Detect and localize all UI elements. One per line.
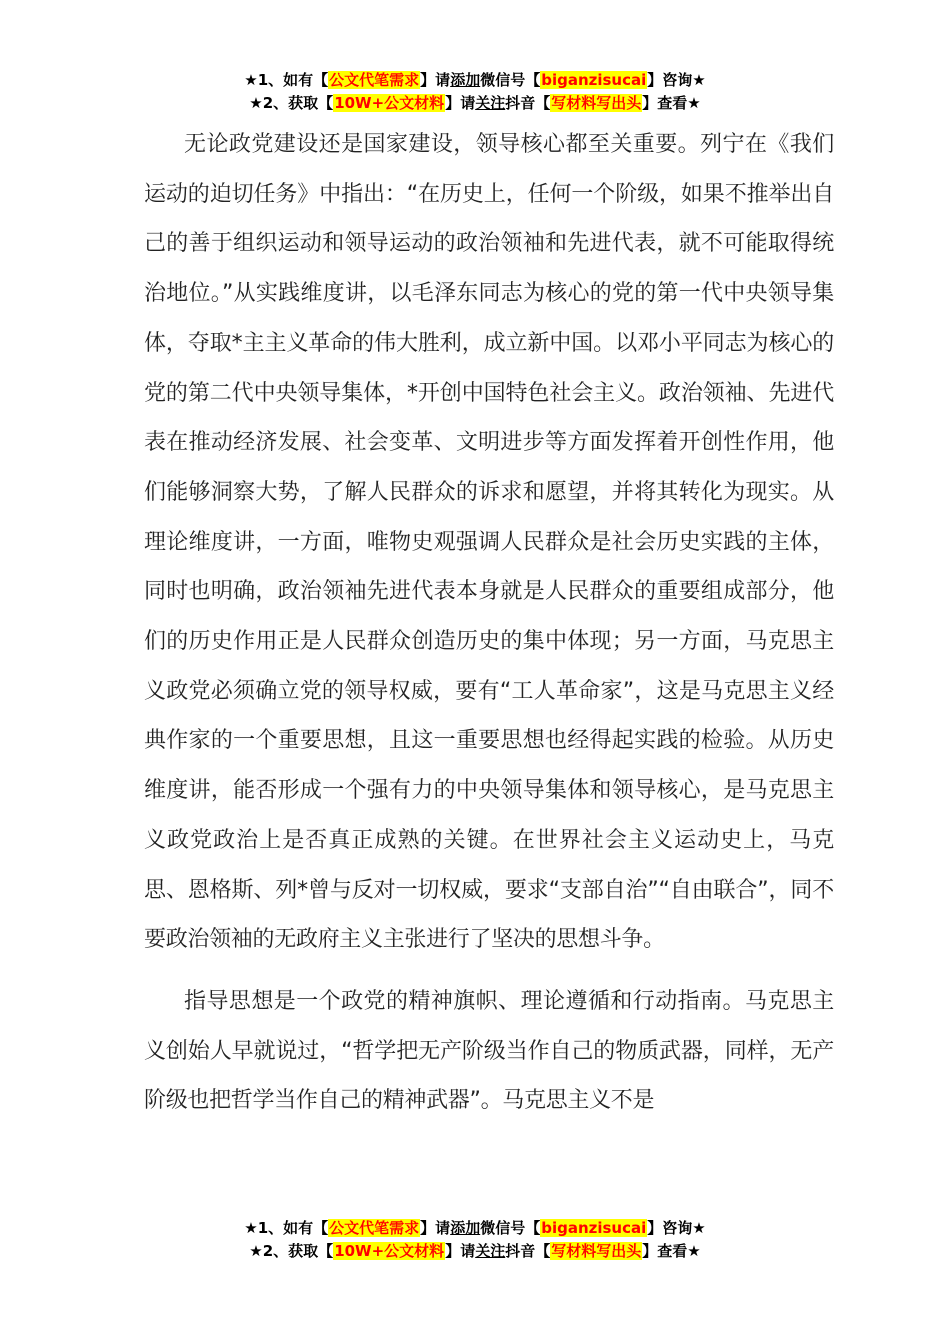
banner-text: 微信号【 <box>480 1219 541 1237</box>
underlined-text: 关注 <box>475 94 506 112</box>
document-body <box>144 120 834 1126</box>
banner-line-1 <box>0 69 950 92</box>
douyin-account: 写材料写出头 <box>551 94 642 112</box>
header-banner <box>0 69 950 115</box>
banner-text: ★1、如有【 <box>244 1219 329 1237</box>
banner-text: 】查看★ <box>642 94 701 112</box>
banner-text: 】请 <box>420 71 451 89</box>
banner-text: 】咨询★ <box>647 71 706 89</box>
underlined-text: 关注 <box>475 1242 506 1260</box>
douyin-account: 写材料写出头 <box>551 1242 642 1260</box>
paragraph: 指导思想是一个政党的精神旗帜、理论遵循和行动指南。马克思主义创始人早就说过，“哲学把无产阶级当作自己的物质武器，同样，无产阶级也把哲学当作自己的精神武器”。马克思主义不是 <box>144 988 834 1114</box>
banner-text: ★2、获取【 <box>249 94 334 112</box>
underlined-text: 添加 <box>450 71 481 89</box>
banner-text: 微信号【 <box>480 71 541 89</box>
banner-text: ★1、如有【 <box>244 71 329 89</box>
paragraph: 无论政党建设还是国家建设，领导核心都至关重要。列宁在《我们运动的迫切任务》中指出：“在历史上，任何一个阶级，如果不推举出自己的善于组织运动和领导运动的政治领袖和先进代表，就不可能取得统治地位。”从实践维度讲，以毛泽东同志为核心的党的第一代中央领导集体，夺取*主主义革命的伟大胜利，成立新中国。以邓小平同志为核心的党的第二代中央领导集体，*开创中国特色社会主义。政治领袖、先进代表在推动经济发展、社会变革、文明进步等方面发挥着开创性作用，他们能够洞察大势，了解人民群众的诉求和愿望，并将其转化为现实。从理论维度讲，一方面，唯物史观强调人民群众是社会历史实践的主体，同时也明确，政治领袖先进代表本身就是人民群众的重要组成部分，他们的历史作用正是人民群众创造历史的集中体现；另一方面，马克思主义政党必须确立党的领导权威，要有“工人革命家”，这是马克思主义经典作家的一个重要思想，且这一重要思想也经得起实践的检验。从历史维度讲，能否形成一个强有力的中央领导集体和领导核心，是马克思主义政党政治上是否真正成熟的关键。在世界社会主义运动史上，马克思、恩格斯、列*曾与反对一切权威，要求“支部自治”“自由联合”，同不要政治领袖的无政府主义主张进行了坚决的思想斗争。 <box>144 132 834 953</box>
highlight-text: 10W+公文材料 <box>334 94 445 112</box>
banner-text: 】请 <box>445 1242 476 1260</box>
footer-banner <box>0 1217 950 1263</box>
highlight-text: 10W+公文材料 <box>334 1242 445 1260</box>
banner-text: ★2、获取【 <box>249 1242 334 1260</box>
banner-line-1 <box>0 1217 950 1240</box>
banner-text: 】请 <box>445 94 476 112</box>
banner-text: 】咨询★ <box>647 1219 706 1237</box>
banner-text: 抖音【 <box>505 1242 551 1260</box>
wechat-id: biganzisucai <box>541 71 647 89</box>
banner-line-2 <box>0 92 950 115</box>
highlight-text: 公文代笔需求 <box>329 1219 420 1237</box>
banner-line-2 <box>0 1240 950 1263</box>
underlined-text: 添加 <box>450 1219 481 1237</box>
banner-text: 】请 <box>420 1219 451 1237</box>
banner-text: 】查看★ <box>642 1242 701 1260</box>
banner-text: 抖音【 <box>505 94 551 112</box>
highlight-text: 公文代笔需求 <box>329 71 420 89</box>
wechat-id: biganzisucai <box>541 1219 647 1237</box>
